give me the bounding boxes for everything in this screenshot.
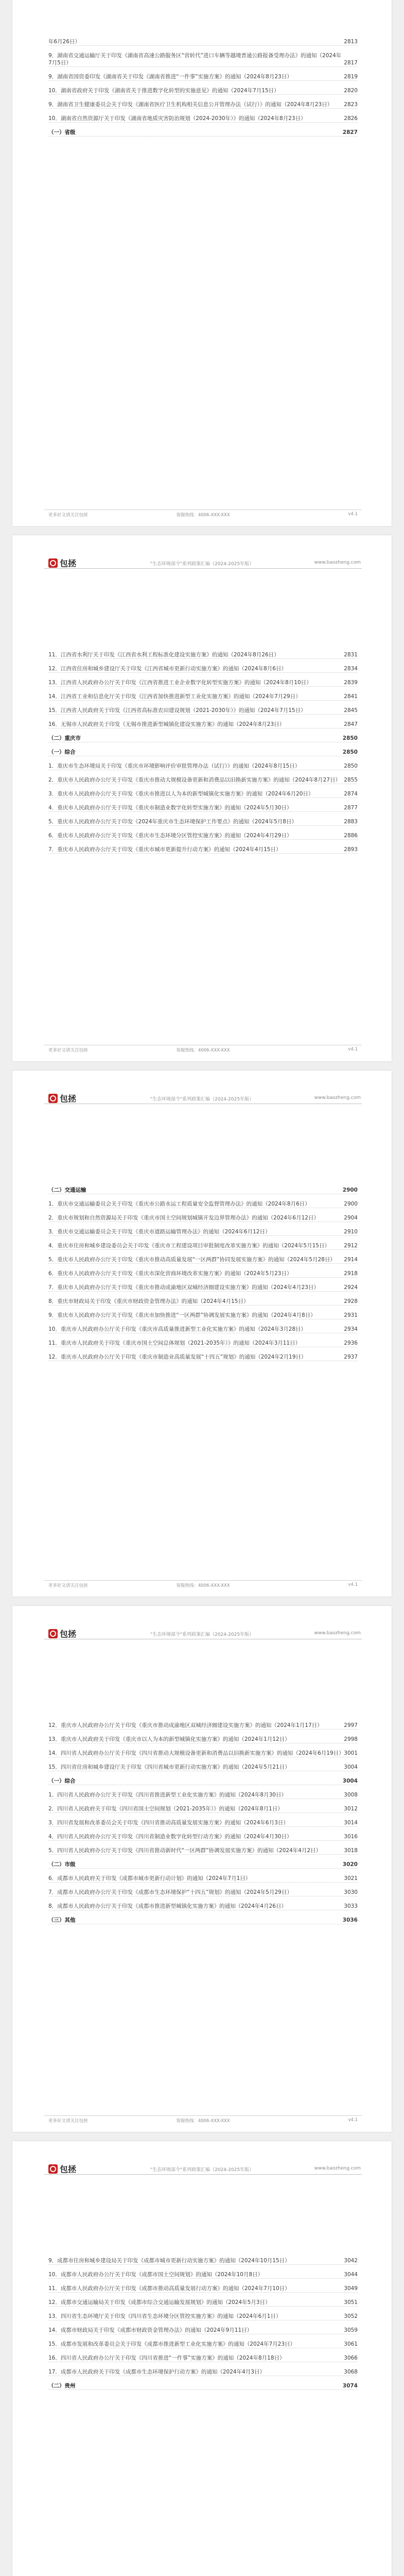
toc-page-number: 3018 (344, 1848, 358, 1854)
toc-page-number: 2998 (344, 1736, 358, 1742)
toc-entry-title: 7．重庆市人民政府办公厅关于印发《重庆市推动成渝地区双城经济圈建设实施方案》的通知（2024年4月23日） (48, 1284, 319, 1291)
toc-entry[interactable] (48, 776, 358, 784)
toc-entry-title: 15．成都市发展和改革委员会关于印发《成都市推进新型工业化实施方案》的通知（2024年7月23日） (48, 2341, 296, 2347)
toc-entry[interactable] (48, 1791, 358, 1799)
page-footer (44, 1580, 362, 1587)
footer-divider (44, 2115, 362, 2116)
document-page (12, 1606, 392, 2132)
toc-page-number: 2874 (344, 791, 358, 797)
toc-entry-title: （二）重庆市 (48, 735, 81, 741)
header-divider (44, 2174, 362, 2175)
toc-entry-title: 3．重庆市人民政府办公厅关于印发《重庆市推进以人为本的新型城镇化实施方案》的通知（2024年6月20日） (48, 791, 314, 797)
toc-entry[interactable] (48, 73, 358, 81)
document-page (12, 2141, 392, 2576)
toc-page-number: 3042 (344, 2258, 358, 2264)
toc-entry[interactable] (48, 1736, 358, 1743)
toc-section-heading[interactable] (48, 1917, 358, 1924)
footer-hotline: 客服热线：4006-XXX-XXX (176, 2119, 230, 2124)
toc-page-number: 2823 (344, 101, 358, 108)
toc-page-number: 2900 (344, 1201, 358, 1207)
header-subtitle: "生态环境部令"系列政策汇编（2024-2025年版） (150, 2167, 254, 2173)
toc-entry-title: 13．四川省生态环境厅关于印发《四川省生态环境分区管控实施方案》的通知（2024年6月1日） (48, 2313, 282, 2319)
toc-entry[interactable] (48, 1833, 358, 1841)
footer-hotline: 客服热线：4006-XXX-XXX (176, 1048, 230, 1053)
toc-entry-title: 11．重庆市人民政府关于印发《重庆市国土空间总体规划（2021-2035年）》的通知（2024年3月11日） (48, 1340, 301, 1346)
toc-entry-title: 11．江西省水利厅关于印发《江西省水利工程标准化建设实施方案》的通知（2024年8月26日） (48, 652, 279, 658)
toc-entry[interactable] (48, 2313, 358, 2320)
footer-left-text: 更多好文请关注包拯 (48, 2119, 88, 2124)
toc-entry[interactable] (48, 1889, 358, 1896)
toc-entry[interactable] (48, 790, 358, 798)
toc-entry[interactable] (48, 1242, 358, 1250)
toc-page-number: 2900 (342, 1187, 358, 1193)
toc-entry[interactable] (48, 1750, 358, 1757)
document-page (12, 0, 392, 526)
toc-page-number: 2934 (344, 1326, 358, 1332)
toc-page-number: 2883 (344, 819, 358, 825)
toc-entry[interactable] (48, 762, 358, 770)
toc-entry[interactable] (48, 721, 358, 728)
toc-section-heading[interactable] (48, 1861, 358, 1869)
toc-entry[interactable] (48, 1200, 358, 1208)
toc-entry-title: 15．江西省人民政府关于印发《江西省高标准农田建设规划（2021-2030年）》的通知（2024年7月15日） (48, 707, 306, 714)
header-subtitle: "生态环境部令"系列政策汇编（2024-2025年版） (150, 1097, 254, 1102)
toc-entry[interactable] (48, 818, 358, 826)
toc-entry[interactable] (48, 101, 358, 109)
toc-page-number: 2855 (344, 777, 358, 783)
toc-page-number: 2834 (344, 666, 358, 672)
toc-entry[interactable] (48, 1298, 358, 1306)
toc-section-heading[interactable] (48, 1777, 358, 1785)
toc-entry[interactable] (48, 52, 358, 67)
toc-section-heading[interactable] (48, 749, 358, 756)
page-header (12, 2141, 392, 2177)
footer-version: v4.1 (348, 2117, 358, 2123)
toc-entry[interactable] (48, 832, 358, 840)
toc-page-number: 2886 (344, 833, 358, 839)
toc-entry-title: 9．湖南省国资委印发《湖南省关于印发《湖南省推进“一件事”实施方案》的通知（2024年8月23日） (48, 74, 292, 80)
toc-section-heading[interactable] (48, 2382, 358, 2390)
toc-entry-title: 13．重庆市人民政府关于印发《重庆市以人为本的新型城镇化实施方案》的通知（2024年1月12日） (48, 1736, 290, 1742)
toc-entry-title: 12．重庆市人民政府办公厅关于印发《重庆市制造业高质量发展“十四五”规划》的通知（2024年2月19日） (48, 1354, 307, 1360)
toc-entry-title: 15．四川省住房和城乡建设厅关于印发《四川省城市更新行动实施方案》的通知（2024年5月21日） (48, 1764, 290, 1770)
toc-page-number: 3061 (344, 2341, 358, 2347)
toc-page-number: 3008 (344, 1792, 358, 1798)
toc-entry-title: 11．成都市人民政府办公厅关于印发《成都市推动高质量发展行动方案》的通知（2024年7月10日） (48, 2285, 290, 2292)
page-header (12, 535, 392, 571)
page-footer (44, 510, 362, 517)
toc-entry[interactable] (48, 1819, 358, 1827)
page-footer (44, 2115, 362, 2123)
toc-entry-title: 7．重庆市人民政府办公厅关于印发《重庆市城市更新提升行动方案》的通知（2024年4月15日） (48, 846, 282, 853)
toc-entry-title: 6．重庆市人民政府办公厅关于印发《重庆市深化营商环境改革实施方案》的通知（2024年5月23日） (48, 1270, 292, 1277)
toc-page-number: 2904 (344, 1215, 358, 1221)
toc-entry-title: 4．四川省人民政府办公厅关于印发《四川省制造业数字化转型行动方案》的通知（2024年4月30日） (48, 1834, 292, 1840)
toc-entry[interactable] (48, 1284, 358, 1292)
toc-entry-title: 10．湖南省政府关于印发《湖南省关于推进数字化转型的实施意见》的通知（2024年7月15日） (48, 88, 279, 94)
logo-text: 包拯 (60, 2164, 77, 2174)
toc-list (48, 1187, 358, 1361)
toc-page-number: 2850 (342, 735, 358, 741)
toc-page-number: 2928 (344, 1298, 358, 1304)
header-url: www.baozheng.com (314, 2166, 361, 2171)
toc-entry[interactable] (48, 1722, 358, 1730)
toc-entry[interactable] (48, 693, 358, 701)
document-page (12, 1071, 392, 1597)
toc-entry-title: 9．重庆市人民政府办公厅关于印发《重庆市加快推进“一区两群”协调发展实施方案》的通知（2024年4月8日） (48, 1312, 316, 1318)
toc-entry[interactable] (48, 651, 358, 659)
page-header (12, 1071, 392, 1107)
toc-entry[interactable] (48, 1270, 358, 1278)
toc-entry[interactable] (48, 804, 358, 812)
toc-entry-title: （二）贵州 (48, 2383, 76, 2389)
toc-page-number: 3049 (344, 2285, 358, 2292)
header-url: www.baozheng.com (314, 560, 361, 565)
toc-entry[interactable] (48, 1214, 358, 1222)
footer-left-text: 更多好文请关注包拯 (48, 513, 88, 518)
header-url: www.baozheng.com (314, 1631, 361, 1636)
toc-page-number: 3014 (344, 1820, 358, 1826)
toc-section-heading[interactable] (48, 129, 358, 137)
toc-entry-title: 16．四川省人民政府办公厅关于印发《四川省推进“一件事”实施方案》的通知（2024年8月18日） (48, 2355, 285, 2361)
toc-page-number: 2839 (344, 680, 358, 686)
toc-entry-title: 10．重庆市人民政府办公厅关于印发《重庆市高质量推进新型工业化实施方案》的通知（2024年3月28日） (48, 1326, 307, 1332)
toc-entry[interactable] (48, 1312, 358, 1319)
toc-entry-title: 14．江西省工业和信息化厅关于印发《江西省加快推进新型工业化实施方案》的通知（2024年7月29日） (48, 693, 301, 700)
footer-hotline: 客服热线：4006-XXX-XXX (176, 513, 230, 518)
toc-page-number: 2847 (344, 721, 358, 727)
toc-page-number: 2841 (344, 693, 358, 700)
footer-version: v4.1 (348, 1047, 358, 1052)
toc-entry[interactable] (48, 2327, 358, 2334)
toc-page-number: 2937 (344, 1354, 358, 1360)
toc-entry[interactable] (48, 1805, 358, 1813)
toc-entry-title: 12．成都市交通运输局关于印发《成都市综合交通运输发展规划》的通知（2024年5月3日） (48, 2299, 271, 2306)
toc-page-number: 3030 (344, 1889, 358, 1895)
toc-entry[interactable] (48, 2257, 358, 2265)
footer-divider (44, 1580, 362, 1581)
toc-page-number: 3066 (344, 2355, 358, 2361)
toc-entry[interactable] (48, 665, 358, 673)
toc-page-number: 2912 (344, 1243, 358, 1249)
toc-entry-title: 9．湖南省交通运输厅关于印发《湖南省高速公路服务区“营转代”进口车辆等越境普通公路报备受理办法》的通知（2024年7月5日） (48, 53, 342, 66)
toc-entry-title: （一）省级 (48, 129, 76, 135)
logo-text: 包拯 (60, 1094, 77, 1104)
toc-entry-title: 年6月26日） (48, 39, 81, 45)
toc-entry-title: 16．无锡市人民政府关于印发《无锡市推进新型城镇化建设实施方案》的通知（2024年8月23日） (48, 721, 285, 727)
toc-entry-title: 4．重庆市住房和城乡建设委员会关于印发《重庆市工程建设项目审批制度改革实施方案》的通知（2024年5月15日） (48, 1243, 330, 1249)
toc-page-number: 2826 (344, 115, 358, 122)
toc-entry-title: 7．成都市人民政府办公厅关于印发《成都市生态环境保护“十四五”规划》的通知（2024年5月29日） (48, 1889, 292, 1895)
toc-entry[interactable] (48, 38, 358, 46)
toc-page-number: 3033 (344, 1903, 358, 1909)
toc-page-number: 3068 (344, 2369, 358, 2375)
toc-entry-title: （二）交通运输 (48, 1187, 86, 1193)
header-divider (44, 568, 362, 569)
toc-entry-title: 12．江西省住房和城乡建设厅关于印发《江西省城市更新行动实施方案》的通知（2024年8月6日） (48, 666, 287, 672)
toc-entry-title: 8．成都市人民政府办公厅关于印发《成都市推进新型城镇化实施方案》的通知（2024年4月26日） (48, 1903, 287, 1909)
toc-entry[interactable] (48, 2354, 358, 2362)
toc-entry-title: 5．重庆市人民政府办公厅关于印发《2024年重庆市生态环境保护工作要点》的通知（2024年5月8日） (48, 819, 297, 825)
toc-page-number: 2845 (344, 707, 358, 714)
toc-section-heading[interactable] (48, 1187, 358, 1194)
toc-page-number: 2850 (342, 749, 358, 755)
toc-page-number: 2813 (344, 39, 358, 45)
toc-entry-title: 1．四川省人民政府办公厅关于印发《四川省推进新型工业化实施方案》的通知（2024年8月30日） (48, 1792, 287, 1798)
toc-page-number: 2914 (344, 1257, 358, 1263)
toc-entry-title: （一）综合 (48, 1778, 76, 1784)
logo-text: 包拯 (60, 1629, 77, 1639)
toc-page-number: 3052 (344, 2313, 358, 2319)
toc-page-number: 2877 (344, 805, 358, 811)
toc-page-number: 2819 (344, 74, 358, 80)
toc-entry[interactable] (48, 115, 358, 123)
toc-entry[interactable] (48, 707, 358, 715)
toc-entry[interactable] (48, 846, 358, 854)
toc-entry-title: 3．四川省发展和改革委员会关于印发《四川省推动高质量发展实施方案》的通知（2024年6月3日） (48, 1820, 289, 1826)
toc-entry-title: 12．重庆市人民政府办公厅关于印发《重庆市推动成渝地区双城经济圈建设实施方案》的通知（2024年1月17日） (48, 1722, 323, 1728)
toc-list (48, 38, 358, 137)
toc-entry-title: 13．江西省人民政府办公厅关于印发《江西省推进工业企业数字化转型实施方案》的通知（2024年8月10日） (48, 680, 312, 686)
toc-entry[interactable] (48, 1353, 358, 1361)
toc-page-number: 2827 (342, 129, 358, 135)
toc-entry-title: 2．四川省人民政府关于印发《四川省国土空间规划（2021-2035年）》的通知（2024年8月1日） (48, 1806, 283, 1812)
toc-entry[interactable] (48, 1228, 358, 1236)
toc-entry[interactable] (48, 1340, 358, 1347)
page-footer (44, 1045, 362, 1052)
toc-entry-title: 1．重庆市生态环境局关于印发《重庆市环境影响评价审批管理办法（试行）》的通知（2024年8月15日） (48, 763, 301, 769)
toc-entry-title: 6．成都市人民政府关于印发《成都市城市更新行动计划》的通知（2024年7月1日） (48, 1875, 251, 1882)
toc-list (48, 1722, 358, 1924)
toc-entry-title: 14．四川省人民政府办公厅关于印发《四川省推动大规模设备更新和消费品以旧换新实施方案》的通知（2024年6月19日） (48, 1750, 344, 1756)
logo-text: 包拯 (60, 558, 77, 568)
toc-entry[interactable] (48, 2341, 358, 2348)
toc-entry-title: 9．成都市住房和城乡建设局关于印发《成都市城市更新行动实施方案》的通知（2024年10月15日） (48, 2258, 290, 2264)
toc-page-number: 3074 (342, 2383, 358, 2389)
toc-entry-title: 2．重庆市规划和自然资源局关于印发《重庆市国土空间规划城镇开发边界管理办法》的通知（2024年6月12日） (48, 1215, 319, 1221)
toc-entry-title: 2．重庆市人民政府办公厅关于印发《重庆市推动大规模设备更新和消费品以旧换新实施方案》的通知（2024年8月27日） (48, 777, 341, 783)
toc-entry-title: 5．重庆市人民政府办公厅关于印发《重庆市推动高质量发展“一区两群”协同发展实施方案》的通知（2024年5月28日） (48, 1257, 336, 1263)
toc-section-heading[interactable] (48, 735, 358, 742)
toc-page-number: 3059 (344, 2327, 358, 2333)
toc-entry-title: 3．重庆市交通运输委员会关于印发《重庆市道路运输管理办法》的通知（2024年6月12日） (48, 1229, 271, 1235)
toc-page-number: 3051 (344, 2299, 358, 2306)
header-subtitle: "生态环境部令"系列政策汇编（2024-2025年版） (150, 562, 254, 567)
toc-entry-title: 5．四川省人民政府办公厅关于印发《四川省推动新时代“一区两群”协调发展实施方案》的通知（2024年4月2日） (48, 1848, 322, 1854)
toc-page-number: 3021 (344, 1875, 358, 1882)
toc-entry[interactable] (48, 2271, 358, 2279)
toc-entry-title: （二）市级 (48, 1861, 76, 1868)
toc-page-number: 2850 (344, 763, 358, 769)
toc-page-number: 3001 (344, 1750, 358, 1756)
toc-entry[interactable] (48, 1326, 358, 1333)
footer-version: v4.1 (348, 512, 358, 517)
toc-page-number: 3036 (342, 1917, 358, 1923)
toc-page-number: 2931 (344, 1312, 358, 1318)
footer-left-text: 更多好文请关注包拯 (48, 1048, 88, 1053)
toc-entry-title: 8．重庆市财政局关于印发《重庆市财政资金管理办法》的通知（2024年4月15日） (48, 1298, 249, 1304)
toc-entry-title: 9．湖南省卫生健康委员会关于印发《湖南省医疗卫生机构相关信息公开管理办法（试行）》的通知（2024年8月23日） (48, 101, 333, 108)
toc-entry-title: 1．重庆市交通运输委员会关于印发《重庆市公路水运工程质量安全监督管理办法》的通知（2024年8月6日） (48, 1201, 310, 1207)
header-subtitle: "生态环境部令"系列政策汇编（2024-2025年版） (150, 1632, 254, 1637)
toc-entry[interactable] (48, 1903, 358, 1910)
toc-entry[interactable] (48, 1875, 358, 1883)
toc-entry[interactable] (48, 1256, 358, 1264)
toc-page-number: 2936 (344, 1340, 358, 1346)
toc-entry-title: 6．重庆市人民政府办公厅关于印发《重庆市生态环境分区管控实施方案》的通知（2024年4月29日） (48, 833, 292, 839)
header-url: www.baozheng.com (314, 1095, 361, 1100)
toc-page-number: 3004 (342, 1778, 358, 1784)
toc-list (48, 651, 358, 854)
toc-page-number: 2893 (344, 846, 358, 853)
toc-entry[interactable] (48, 2299, 358, 2307)
toc-page-number: 3044 (344, 2272, 358, 2278)
footer-version: v4.1 (348, 1582, 358, 1587)
toc-page-number: 3020 (342, 1861, 358, 1868)
toc-page-number: 2820 (344, 88, 358, 94)
toc-entry[interactable] (48, 679, 358, 687)
footer-left-text: 更多好文请关注包拯 (48, 1583, 88, 1588)
toc-page-number: 2817 (344, 60, 358, 66)
toc-page-number: 3016 (344, 1834, 358, 1840)
toc-entry-title: 10．湖南省自然资源厅关于印发《湖南省地质灾害防治规划（2024-2030年）》的通知（2024年8月23日） (48, 115, 306, 122)
toc-entry[interactable] (48, 87, 358, 95)
toc-entry[interactable] (48, 2285, 358, 2293)
toc-entry[interactable] (48, 1764, 358, 1771)
toc-entry-title: 17．成都市人民政府关于印发《成都市生态环境保护行动方案》的通知（2024年4月3日） (48, 2369, 265, 2375)
toc-page-number: 2924 (344, 1284, 358, 1291)
toc-entry[interactable] (48, 1847, 358, 1855)
toc-entry-title: 14．成都市财政局关于印发《成都市财政资金管理办法》的通知（2024年9月11日） (48, 2327, 253, 2333)
footer-hotline: 客服热线：4006-XXX-XXX (176, 1583, 230, 1588)
toc-page-number: 3004 (344, 1764, 358, 1770)
toc-page-number: 2918 (344, 1270, 358, 1277)
page-header (12, 1606, 392, 1642)
toc-page-number: 2997 (344, 1722, 358, 1728)
toc-entry[interactable] (48, 2368, 358, 2376)
toc-entry-title: 10．成都市人民政府办公厅关于印发《成都市国土空间规划》的通知（2024年10月8日） (48, 2272, 264, 2278)
toc-page-number: 2831 (344, 652, 358, 658)
document-page (12, 535, 392, 1061)
toc-page-number: 3012 (344, 1806, 358, 1812)
toc-page-number: 2910 (344, 1229, 358, 1235)
toc-entry-title: （三）其他 (48, 1917, 76, 1923)
toc-entry-title: （一）综合 (48, 749, 76, 755)
toc-entry-title: 4．重庆市人民政府办公厅关于印发《重庆市制造业数字化转型实施方案》的通知（2024年5月30日） (48, 805, 292, 811)
toc-list (48, 2257, 358, 2390)
